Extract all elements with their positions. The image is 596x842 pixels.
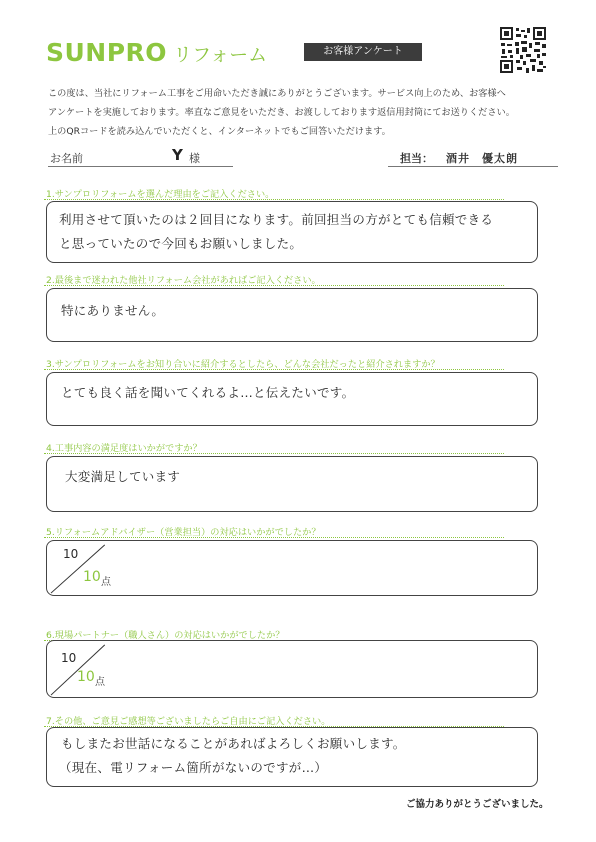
name-underline (48, 166, 233, 167)
answer-text: （現在、電リフォーム箇所がないのですが…） (59, 760, 328, 775)
question-6-label: 6.現場パートナー（職人さん）の対応はいかがでしたか？ (46, 630, 285, 641)
answer-box-7 (46, 727, 538, 787)
logo-brand: SUNPRO (46, 38, 168, 67)
answer-box-4 (46, 456, 538, 512)
score-box-5 (46, 540, 538, 596)
answer-box-1 (46, 201, 538, 263)
customer-honorific: 様 (189, 152, 200, 165)
customer-name-label: お名前 (50, 152, 83, 165)
intro-text (48, 84, 548, 141)
question-divider (44, 285, 504, 286)
question-divider (44, 199, 504, 200)
answer-text: 利用させて頂いたのは２回目になります。前回担当の方がとても信頼できる (59, 212, 494, 227)
answer-text: 大変満足しています (65, 469, 181, 484)
answer-box-3 (46, 372, 538, 426)
intro-line: アンケートを実施しております。率直なご意見をいただき、お渡ししております返信用封筒にてお送りください。 (48, 107, 515, 118)
score-given: 10 (63, 547, 79, 561)
question-1-label: 1.サンプロリフォームを選んだ理由をご記入ください。 (46, 189, 275, 200)
staff-name: 酒井 優太朗 (446, 152, 518, 165)
staff-label: 担当： (400, 152, 433, 165)
question-divider (44, 453, 504, 454)
customer-name-value: Y (172, 146, 183, 164)
score-slash (47, 641, 537, 697)
intro-line: この度は、当社にリフォーム工事をご用命いただき誠にありがとうございます。サービス向上のため、お客様へ (48, 88, 506, 99)
answer-text: もしまたお世話になることがあればよろしくお願いします。 (61, 736, 406, 751)
thanks-text: ご協力ありがとうございました。 (406, 799, 549, 810)
staff-underline (388, 166, 558, 167)
qr-code-icon (499, 26, 547, 74)
survey-label: お客様アンケート (304, 43, 422, 61)
score-unit: 点 (95, 677, 105, 688)
score-box-6 (46, 640, 538, 698)
logo-subtitle: リフォーム (173, 44, 268, 66)
intro-line: 上のQRコードを読み込んでいただくと、インターネットでもご回答いただけます。 (48, 126, 391, 137)
question-7-label: 7.その他、ご意見ご感想等ございましたらご自由にご記入ください。 (46, 716, 331, 727)
answer-box-2 (46, 288, 538, 342)
score-given: 10 (61, 651, 77, 665)
answer-text: 特にありません。 (61, 303, 165, 318)
question-2-label: 2.最後まで迷われた他社リフォーム会社があればご記入ください。 (46, 275, 321, 286)
score-slash (47, 541, 537, 595)
answer-text: と思っていたので今回もお願いしました。 (59, 236, 303, 251)
customer-info-row (48, 148, 553, 168)
answer-text: とても良く話を聞いてくれるよ…と伝えたいです。 (61, 385, 355, 400)
question-4-label: 4.工事内容の満足度はいかがですか？ (46, 443, 202, 454)
score-max: 10 (83, 569, 101, 585)
company-logo (46, 38, 267, 67)
question-divider (44, 537, 504, 538)
score-unit: 点 (101, 577, 111, 588)
question-3-label: 3.サンプロリフォームをお知り合いに紹介するとしたら、どんな会社だったと紹介されますか？ (46, 359, 440, 370)
question-divider (44, 369, 504, 370)
question-5-label: 5.リフォームアドバイザー（営業担当）の対応はいかがでしたか？ (46, 527, 321, 538)
score-max: 10 (77, 669, 95, 685)
